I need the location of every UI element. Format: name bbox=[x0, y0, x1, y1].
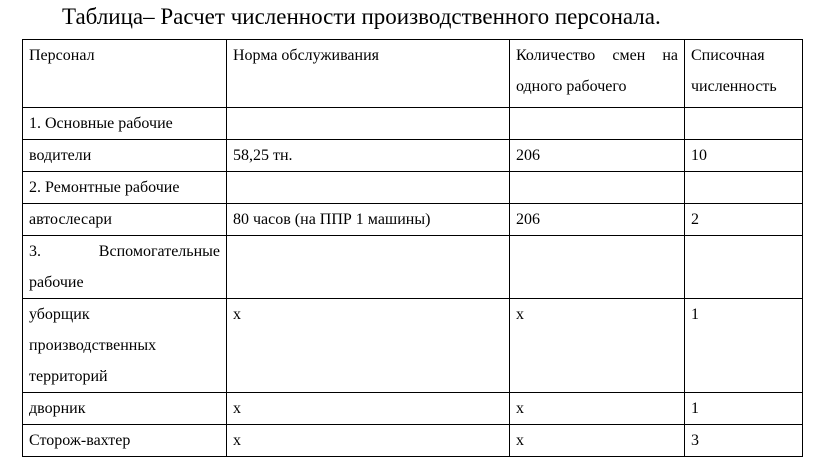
cell-count bbox=[685, 236, 803, 299]
table-header-row bbox=[23, 40, 803, 108]
cell-norm bbox=[227, 172, 510, 204]
cell-count: 1 bbox=[685, 393, 803, 425]
personnel-table bbox=[22, 39, 803, 457]
cell-norm: х bbox=[227, 425, 510, 457]
cell-count: 10 bbox=[685, 140, 803, 172]
cell-shifts: 206 bbox=[510, 140, 685, 172]
table-row bbox=[23, 236, 803, 299]
cell-shifts: 206 bbox=[510, 204, 685, 236]
cell-personnel: автослесари bbox=[23, 204, 227, 236]
cell-shifts bbox=[510, 172, 685, 204]
cell-norm bbox=[227, 108, 510, 140]
cell-shifts bbox=[510, 236, 685, 299]
cell-count bbox=[685, 172, 803, 204]
header-shifts: Количество смен на одного рабочего bbox=[510, 40, 685, 108]
cell-shifts bbox=[510, 108, 685, 140]
table-row bbox=[23, 108, 803, 140]
cell-norm: 58,25 тн. bbox=[227, 140, 510, 172]
cell-personnel: 2. Ремонтные рабочие bbox=[23, 172, 227, 204]
cell-personnel: дворник bbox=[23, 393, 227, 425]
cell-norm bbox=[227, 236, 510, 299]
header-count: Списочная численность bbox=[685, 40, 803, 108]
table-row bbox=[23, 425, 803, 457]
cell-personnel: уборщик производственных территорий bbox=[23, 299, 227, 393]
cell-personnel: 1. Основные рабочие bbox=[23, 108, 227, 140]
cell-personnel: Сторож-вахтер bbox=[23, 425, 227, 457]
cell-shifts: х bbox=[510, 299, 685, 393]
cell-shifts: х bbox=[510, 393, 685, 425]
cell-count: 3 bbox=[685, 425, 803, 457]
cell-shifts: х bbox=[510, 425, 685, 457]
table-row bbox=[23, 299, 803, 393]
table-row bbox=[23, 140, 803, 172]
cell-count: 1 bbox=[685, 299, 803, 393]
table-row bbox=[23, 393, 803, 425]
header-personnel: Персонал bbox=[23, 40, 227, 108]
cell-count bbox=[685, 108, 803, 140]
header-norm: Норма обслуживания bbox=[227, 40, 510, 108]
table-title: Таблица– Расчет численности производственного персонала. bbox=[62, 4, 661, 29]
table-row bbox=[23, 172, 803, 204]
cell-norm: 80 часов (на ППР 1 машины) bbox=[227, 204, 510, 236]
cell-norm: х bbox=[227, 299, 510, 393]
table-row bbox=[23, 204, 803, 236]
cell-personnel: водители bbox=[23, 140, 227, 172]
cell-personnel: 3. Вспомогательные рабочие bbox=[23, 236, 227, 299]
cell-norm: х bbox=[227, 393, 510, 425]
cell-count: 2 bbox=[685, 204, 803, 236]
